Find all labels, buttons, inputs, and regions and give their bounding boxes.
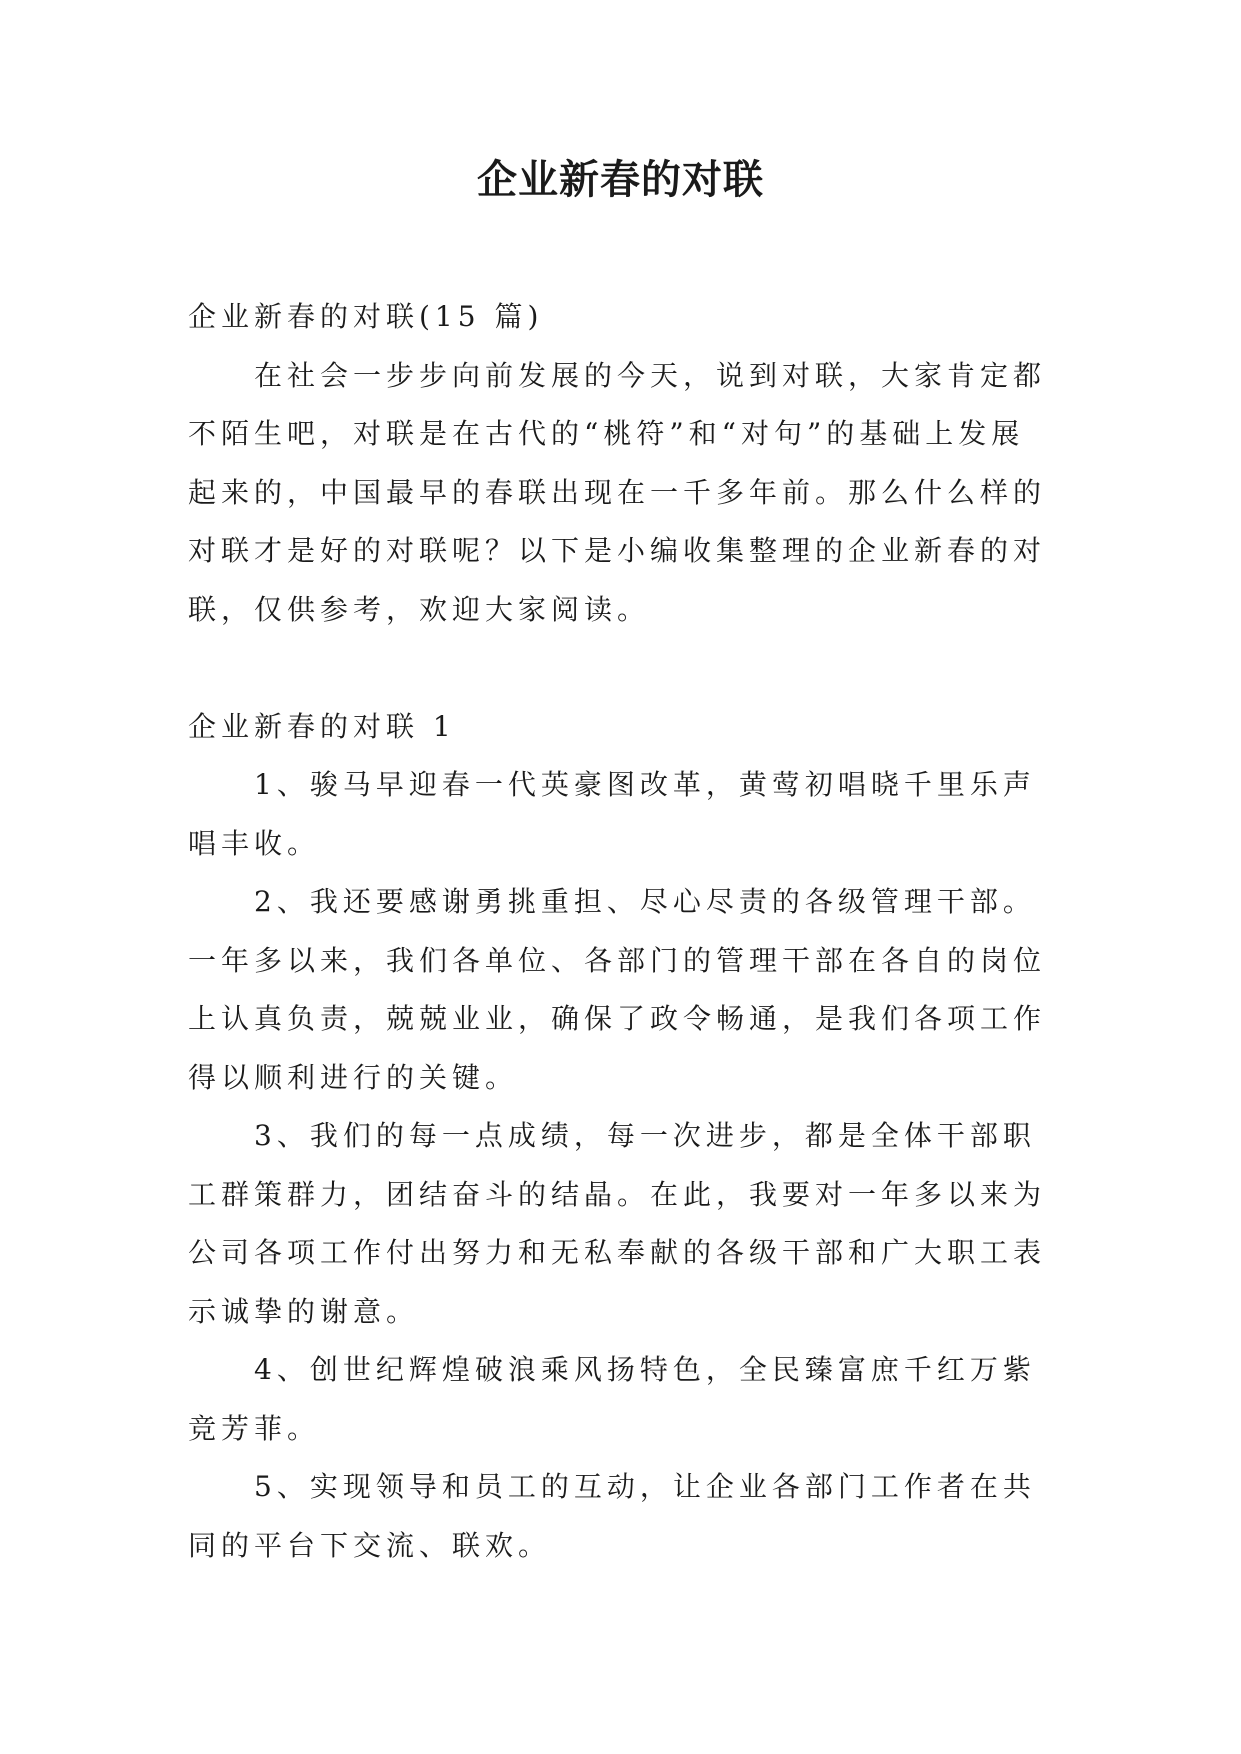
list-item: 1、骏马早迎春一代英豪图改革，黄莺初唱晓千里乐声唱丰收。 [188,768,1036,860]
intro-paragraph: 在社会一步步向前发展的今天，说到对联，大家肯定都不陌生吧，对联是在古代的“桃符”和“对句”的基础上发展起来的，中国最早的春联出现在一千多年前。那么什么样的对联才是好的对联呢？以下是小编收集整理的企业新春的对联，仅供参考，欢迎大家阅读。 [188,358,1047,626]
list-item: 2、我还要感谢勇挑重担、尽心尽责的各级管理干部。一年多以来，我们各单位、各部门的管理干部在各自的岗位上认真负责，兢兢业业，确保了政令畅通，是我们各项工作得以顺利进行的关键。 [188,885,1047,1094]
document-title: 企业新春的对联 [477,157,764,203]
list-item: 5、实现领导和员工的互动，让企业各部门工作者在共同的平台下交流、联欢。 [188,1470,1036,1562]
section-spacer [188,639,1053,698]
document-body [188,288,1053,1575]
document-subtitle: 企业新春的对联(15 篇) [188,300,544,333]
list-item: 3、我们的每一点成绩，每一次进步，都是全体干部职工群策群力，团结奋斗的结晶。在此，我要对一年多以来为公司各项工作付出努力和无私奉献的各级干部和广大职工表示诚挚的谢意。 [188,1119,1047,1328]
section-heading: 企业新春的对联 1 [188,709,456,743]
list-item: 4、创世纪辉煌破浪乘风扬特色，全民臻富庶千红万紫竞芳菲。 [188,1353,1036,1445]
